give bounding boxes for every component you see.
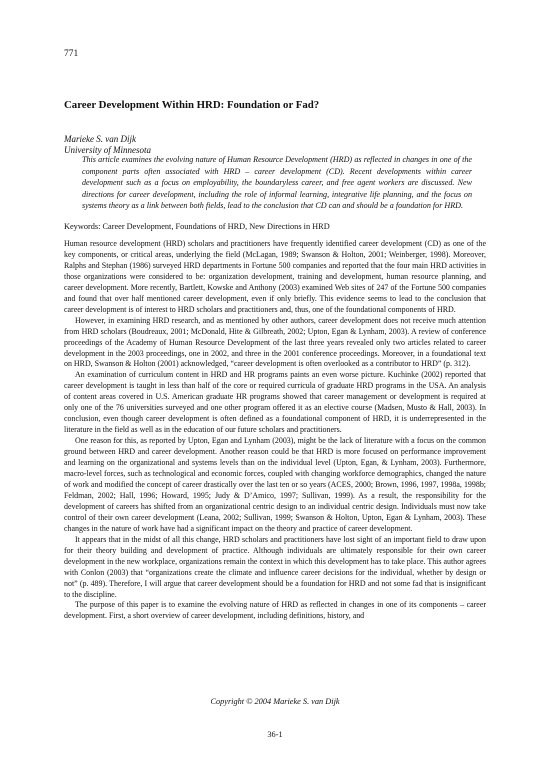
abstract: This article examines the evolving nature of Human Resource Development (HRD) as reflected in changes in one of the component parts often associated with HRD – career development (CD). Recent developments within career development such as a focus on employability, the boundaryless career, and free agent workers are discussed. New directions for career development, including the role of informal learning, integrative life planning, and the focus on systems theory as a link between both fields, lead to the conclusion that CD can and should be a foundation for HRD. (82, 155, 472, 211)
author-block (64, 134, 151, 156)
body-paragraph: It appears that in the midst of all this change, HRD scholars and practitioners have lost sight of an important field to draw upon for their theory building and development of practice. Although individuals are ultimately responsible for their own career development in the new workplace, organizations remain the context in which this development has to take place. This author agrees with Conlon (2003) that “organizations create the climate and influence career decisions for the individual, whether by design or not” (p. 489). Therefore, I will argue that career development should be a foundation for HRD and not some fad that is insignificant to the discipline. (64, 534, 486, 599)
author-name: Marieke S. van Dijk (64, 134, 136, 144)
body-paragraph: The purpose of this paper is to examine the evolving nature of HRD as reflected in changes in one of its components – career development. First, a short overview of career development, including definitions, history, and (64, 600, 486, 621)
page-number: 771 (64, 49, 79, 59)
copyright-notice: Copyright © 2004 Marieke S. van Dijk (210, 697, 340, 706)
body-paragraph: One reason for this, as reported by Upton, Egan and Lynham (2003), might be the lack of literature with a focus on the common ground between HRD and career development. Another reason could be that HRD is more focused on performance improvement and learning on the organizational and systems levels than on the individual level (Upton, Egan, & Lynham, 2003). Furthermore, macro-level forces, such as technological and economic forces, coupled with changing workforce demographics, changed the nature of work and modified the concept of career drastically over the last ten or so years (ACES, 2000; Brown, 1996, 1997, 1998a, 1998b; Feldman, 2002; Hall, 1996; Howard, 1995; Judy & D’Amico, 1997; Sullivan, 1999). As a result, the responsibility for the development of careers has shifted from an organizational centric design to an individual centric design. Individuals must now take control of their own career development (Leana, 2002; Sullivan, 1999; Swanson & Holton, Upton, Egan & Lynham, 2003). These changes in the nature of work have had a significant impact on the theory and practice of career development. (64, 436, 486, 533)
paper-title: Career Development Within HRD: Foundation or Fad? (64, 99, 320, 111)
body-paragraph: Human resource development (HRD) scholars and practitioners have frequently identified career development (CD) as one of the key components, or critical areas, underlying the field (McLagan, 1989; Swanson & Holton, 2001; Weinberger, 1998). Moreover, Ralphs and Stephan (1986) surveyed HRD departments in Fortune 500 companies and reported that the four main HRD activities in those organizations were considered to be: organization development, training and development, human resource planning, and career development. More recently, Bartlett, Kowske and Anthony (2003) examined Web sites of 247 of the Fortune 500 companies and found that over half mentioned career development, even if only briefly. This evidence seems to lead to the conclusion that career development is of interest to HRD scholars and practitioners and, thus, one of the foundational components of HRD. (64, 239, 486, 314)
keywords: Keywords: Career Development, Foundations of HRD, New Directions in HRD (64, 222, 330, 231)
author-affiliation: University of Minnesota (64, 145, 151, 155)
footer-page-label: 36-1 (267, 730, 283, 739)
body-paragraph: However, in examining HRD research, and as mentioned by other authors, career development does not receive much attention from HRD scholars (Boudreaux, 2001; McDonald, Hite & Gilbreath, 2002; Upton, Egan & Lynham, 2003). A review of conference proceedings of the Academy of Human Resource Development of the last three years revealed only two articles related to career development in the 2003 proceedings, one in 2002, and three in the 2001 conference proceedings. Moreover, in a foundational text on HRD, Swanson & Holton (2001) acknowledged, “career development is often overlooked as a contributor to HRD” (p. 312). (64, 315, 486, 369)
body-paragraph: An examination of curriculum content in HRD and HR programs paints an even worse picture. Kuchinke (2002) reported that career development is taught in less than half of the core or required curricula of graduate HRD programs in the USA. An analysis of content areas covered in U.S. American graduate HR programs showed that career management or development is required at only one of the 76 universities surveyed and one other program offered it as an elective course (Madsen, Musto & Hall, 2003). In conclusion, even though career development is often defined as a foundational component of HRD, it is underrepresented in the literature in the field as well as in the education of our future scholars and practitioners. (64, 370, 486, 435)
body-text (64, 239, 486, 622)
